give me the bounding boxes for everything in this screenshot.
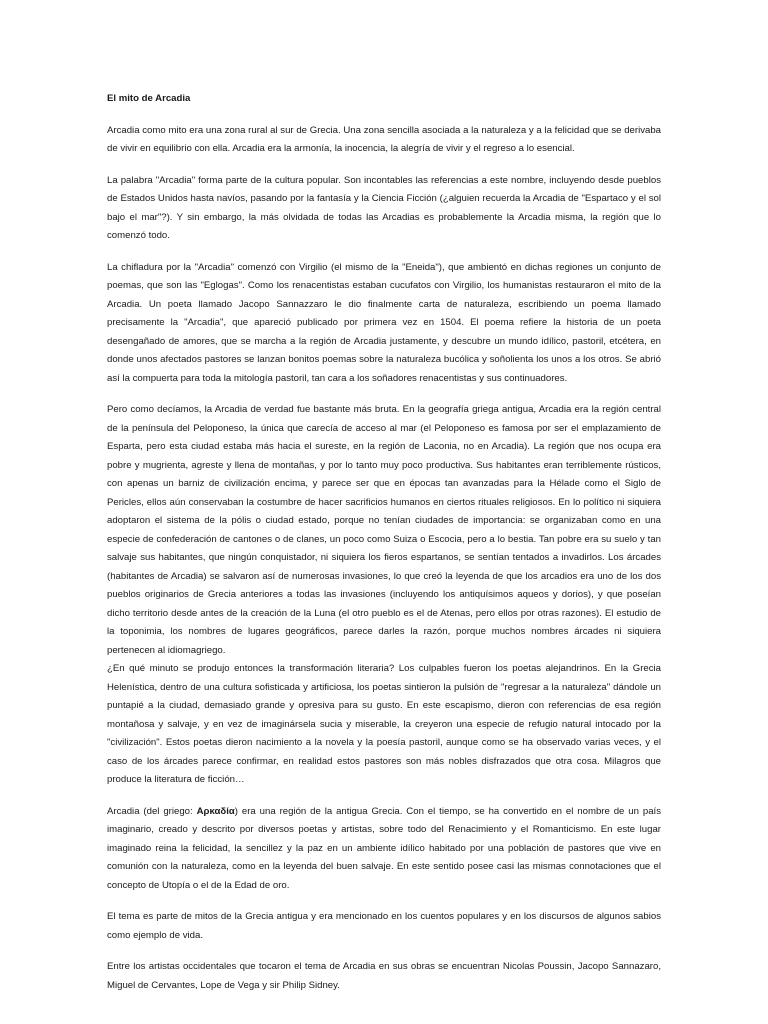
paragraph-transformation: ¿En qué minuto se produjo entonces la transformación literaria? Los culpables fueron los poetas alejandrinos. En la Grecia Helenística, dentro de una cultura sofisticada y artificiosa, los poetas sintieron la pulsión de "regresar a la naturaleza" dándole un puntapié a la ciudad, demasiado grande y opresiva para su gusto. En este escapismo, dieron con referencias de esa región montañosa y salvaje, y en vez de imaginársela sucia y miserable, la creyeron una especie de refugio natural intocado por la "civilización". Estos poetas dieron nacimiento a la novela y la poesía pastoril, aunque como se ha observado varias veces, y el caso de los árcades parece confirmar, en realidad estos pastores son más nobles disfrazados que otra cosa. Milagros que produce la literatura de ficción… (107, 663, 661, 785)
paragraph-popular-culture: La palabra "Arcadia" forma parte de la cultura popular. Son incontables las referencias a este nombre, incluyendo desde pueblos de Estados Unidos hasta navíos, pasando por la fantasía y la Ciencia Ficción (¿alguien recuerda la Arcadia de "Espartaco y el sol bajo el mar"?). Y sin embargo, la más olvidada de todas las Arcadias es probablemente la Arcadia misma, la región que lo comenzó todo. (107, 174, 661, 241)
paragraph-intro: Arcadia como mito era una zona rural al sur de Grecia. Una zona sencilla asociada a la naturaleza y a la felicidad que se derivaba de vivir en equilibrio con ella. Arcadia era la armonía, la inocencia, la alegría de vivir y el regreso a lo esencial. (107, 124, 661, 154)
paragraph-virgilio: La chifladura por la "Arcadia" comenzó con Virgilio (el mismo de la "Eneida"), que ambientó en dichas regiones un conjunto de poemas, que son las "Eglogas". Como los renacentistas estaban cucufatos con Virgilio, los humanistas restauraron el mito de la Arcadia. Un poeta llamado Jacopo Sannazzaro le dio finalmente carta de naturaleza, escribiendo un poema llamado precisamente la "Arcadia", que apareció publicado por primera vez en 1504. El poema refiere la historia de un poeta desengañado de amores, que se marcha a la región de Arcadia justamente, y descubre un mundo idílico, pastoril, etcétera, en donde unos afectados pastores se lanzan bonitos poemas sobre la naturaleza bucólica y soñolienta los unos a los otros. Se abrió así la compuerta para toda la mitología pastoril, tan cara a los soñadores renacentistas y sus continuadores. (107, 261, 661, 384)
paragraph-artists: Entre los artistas occidentales que tocaron el tema de Arcadia en sus obras se encuentran Nicolas Poussin, Jacopo Sannazaro, Miguel de Cervantes, Lope de Vega y sir Philip Sidney. (107, 961, 661, 991)
greek-para-before: Arcadia (del griego: (107, 805, 197, 817)
document-title: El mito de Arcadia (107, 93, 191, 104)
document-page (107, 90, 661, 1008)
paragraph-real-arcadia: Pero como decíamos, la Arcadia de verdad fue bastante más bruta. En la geografía griega antigua, Arcadia era la región central de la península del Peloponeso, la única que carecía de acceso al mar (el Peloponeso es famosa por ser el emplazamiento de Esparta, pero esta ciudad estaba más hacia el sureste, en la región de Laconia, no en Arcadia). La región que nos ocupa era pobre y mugrienta, agreste y llena de montañas, y por lo tanto muy poco productiva. Sus habitantes eran terriblemente rústicos, con apenas un barniz de civilización encima, y parece ser que en épocas tan avanzadas para la Hélade como el Siglo de Pericles, ellos aún conservaban la costumbre de hacer sacrificios humanos en ciertos rituales religiosos. En lo político ni siquiera adoptaron el sistema de la pólis o ciudad estado, porque no tenían ciudades de importancia: se organizaban como en una especie de confederación de cantones o de clanes, un poco como Suiza o Escocia, pero a lo bestia. Tan pobre era su suelo y tan salvaje sus habitantes, que ningún conquistador, ni siquiera los fieros espartanos, se sentían tentados a invadirlos. Los árcades (habitantes de Arcadia) se salvaron así de numerosas invasiones, lo que creó la leyenda de que los arcadios era uno de los dos pueblos originarios de Grecia anteriores a todas las invasiones (incluyendo los antiquísimos aqueos y dorios), y que poseían dicho territorio desde antes de la creación de la Luna (el otro pueblo es el de Atenas, pero ellos por otras razones). El estudio de la toponimia, los nombres de lugares geográficos, parece darles la razón, porque muchos nombres árcades ni siquiera pertenecen al idiomagriego. (107, 404, 661, 656)
greek-para-after: ) era una región de la antigua Grecia. Con el tiempo, se ha convertido en el nombre de un país imaginario, creado y descrito por diversos poetas y artistas, sobre todo del Renacimiento y el Romanticismo. En este lugar imaginado reina la felicidad, la sencillez y la paz en un ambiente idílico habitado por una población de pastores que vive en comunión con la naturaleza, como en la leyenda del buen salvaje. En este sentido posee casi las mismas connotaciones que el concepto de Utopía o el de la Edad de oro. (107, 805, 662, 891)
greek-word: Αρκαδία (196, 805, 235, 817)
paragraph-myth-theme: El tema es parte de mitos de la Grecia antigua y era mencionado en los cuentos populares y en los discursos de algunos sabios como ejemplo de vida. (107, 911, 661, 941)
paragraph-greek-definition (107, 803, 661, 896)
